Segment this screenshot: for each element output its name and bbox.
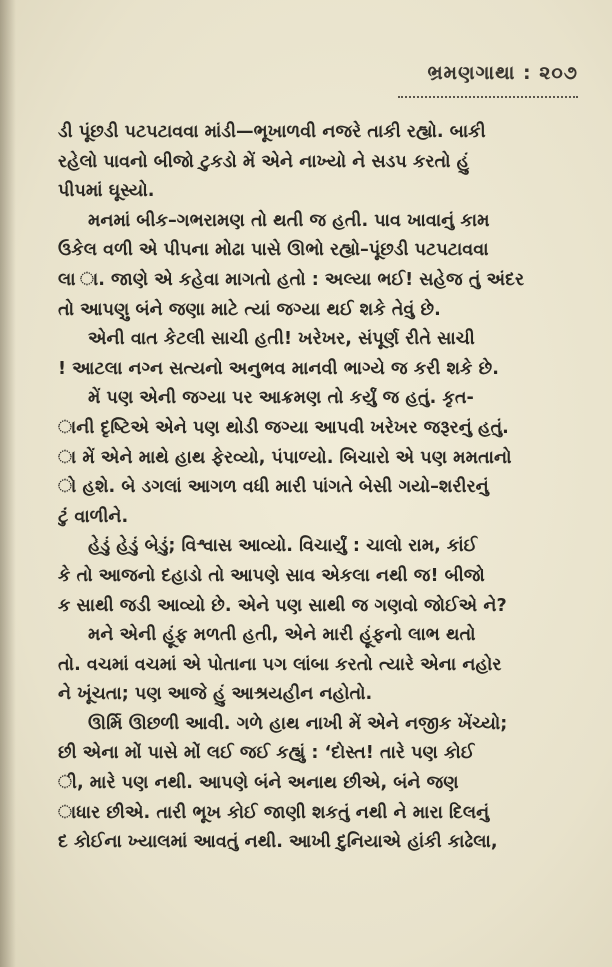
text-line: દ કોઈના ખ્યાલમાં આવતું નથી. આખી દુનિયાએ હાંકી કાઢેલા, — [58, 832, 498, 853]
text-line: ટુંં વાળીને. — [58, 506, 129, 527]
text-line: રહેલો પાવનો બીજો ટુકડો મેં એને નાખ્યો ને સડપ કરતો હું — [58, 151, 470, 172]
text-line: ક સાથી જડી આવ્યો છે. એને પણ સાથી જ ગણવો જોઈએ ને? — [58, 595, 507, 616]
text-line: છી એના મોં પાસે મોં લઈ જઈ કહ્યું : ‘દોસ્ત! તારે પણ કોઈ — [58, 743, 475, 764]
paragraph-start-line: મનમાં બીક–ગભરામણ તો થતી જ હતી. પાવ ખાવાનું કામ — [88, 210, 490, 231]
running-header: ભ્રમણગાથા : ૨૦૭ — [427, 62, 578, 84]
text-line: લા ા. જાણે એ કહેવા માગતો હતો : અલ્યા ભઈ! સહેજ તું અંદર — [58, 269, 525, 290]
paragraph-start-line: મેં પણ એની જગ્યા પર આક્રમણ તો કર્યું જ હતું. કૃત- — [88, 388, 474, 409]
header-underline — [398, 92, 578, 98]
paragraph-start-line: એની વાત કેટલી સાચી હતી! ખરેખર, સંપૂર્ણ રીતે સાચી — [88, 329, 475, 350]
text-line: ડી પૂંછડી પટપટાવવા માંડી—ભૂખાળવી નજરે તાકી રહ્યો. બાકી — [58, 122, 486, 142]
text-line: તો આપણુ બંને જણા માટે ત્યાં જગ્યા થઈ શકે તેવું છે. — [58, 299, 441, 320]
text-line: ાધાર છીએ. તારી ભૂખ કોઈ જાણી શકતું નથી ને મારા દિલનું — [58, 802, 490, 823]
text-line: ! આટલા નગ્ન સત્યનો અનુભવ માનવી ભાગ્યે જ કરી શકે છે. — [58, 358, 499, 379]
text-line: ાની દૃષ્ટિએ એને પણ થોડી જગ્યા આપવી ખરેખર જરૂરનું હતું. — [58, 417, 509, 438]
text-line: તો. વચમાં વચમાં એ પોતાના પગ લાંબા કરતો ત્યારે એના નહોર — [58, 654, 502, 675]
text-line: કે તો આજનો દહાડો તો આપણે સાવ એકલા નથી જ! બીજો — [58, 565, 485, 586]
paragraph-start-line: ઊર્મિ ઊછળી આવી. ગળે હાથ નાખી મેં એને નજીક ખેંચ્યો; — [88, 713, 508, 734]
text-line: ા મેં એને માથે હાથ ફેરવ્યો, પંપાળ્યો. બિચારો એ પણ મમતાનો — [58, 447, 512, 468]
text-line: ઉકેલ વળી એ પીપના મોઢા પાસે ઊભો રહ્યો–પૂંછડી પટપટાવવા — [58, 240, 489, 261]
paragraph-start-line: હેડું હેડું બેડું; વિશ્વાસ આવ્યો. વિચાર્યું : ચાલો રામ, કાંઈ — [88, 536, 478, 557]
text-line: ને ખૂંચતા; પણ આજે હું આશ્રયહીન નહોતો. — [58, 684, 373, 705]
text-line: ો હશે. બે ડગલાં આગળ વધી મારી પાંગતે બેસી ગયો–શરીરનું — [58, 477, 489, 498]
paragraph-start-line: મને એની હૂંફ મળતી હતી, એને મારી હૂંફનો લાભ થતો — [88, 625, 476, 646]
text-line: પીપમાં ઘૂસ્યો. — [58, 181, 155, 202]
body-text — [58, 118, 588, 858]
binding-shadow — [0, 0, 16, 967]
text-line: ી, મારે પણ નથી. આપણે બંને અનાથ છીએ, બંને જણ — [58, 773, 459, 794]
